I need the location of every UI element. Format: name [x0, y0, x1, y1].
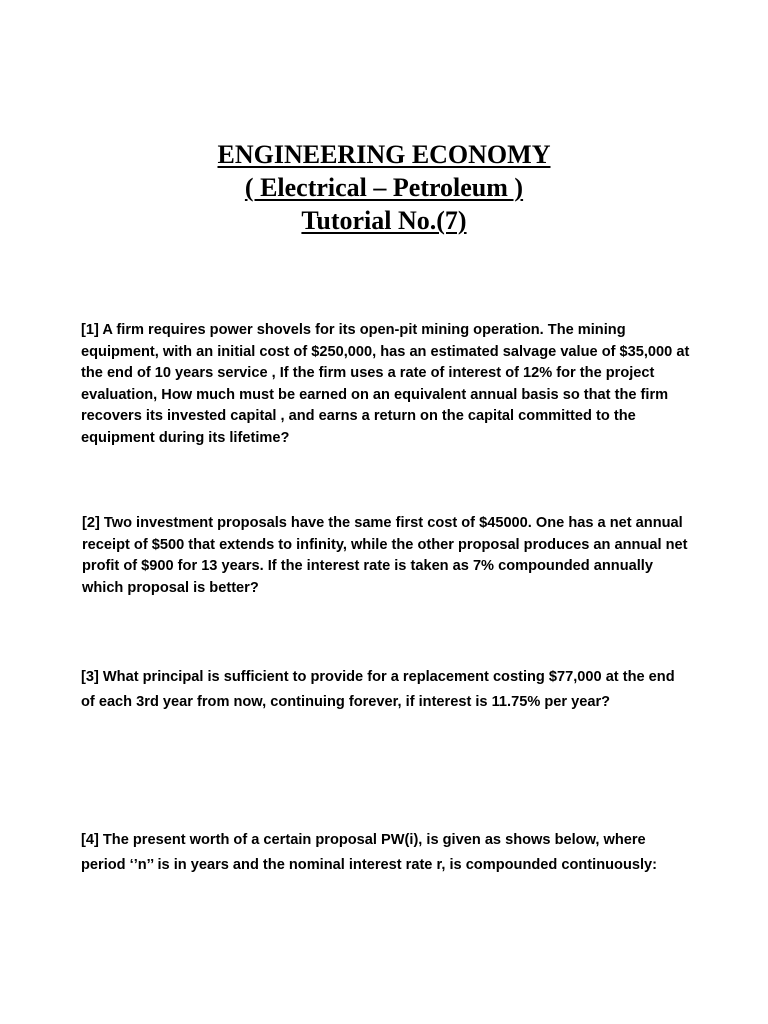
- course-title: ENGINEERING ECONOMY: [217, 140, 551, 169]
- question-1: [1] A firm requires power shovels for its open-pit mining operation. The mining equipment, with an initial cost of $250,000, has an estimated salvage value of $35,000 at the end of 10 years service , If the firm uses a rate of interest of 12% for the project evaluation, How much must be earned on an equivalent annual basis so that the firm recovers its invested capital , and earns a return on the capital committed to the equipment during its lifetime?: [81, 322, 690, 446]
- department-subtitle: ( Electrical – Petroleum ): [244, 173, 524, 202]
- tutorial-line: [0, 204, 768, 237]
- course-title-line: [0, 138, 768, 171]
- question-4: [4] The present worth of a certain proposal PW(i), is given as shows below, where period ‘’n’’ is in years and the nominal interest rate r, is compounded continuously:: [81, 832, 658, 873]
- tutorial-number: Tutorial No.(7): [301, 206, 467, 235]
- department-line: [0, 171, 768, 204]
- document-header: [0, 138, 768, 237]
- question-2: [2] Two investment proposals have the same first cost of $45000. One has a net annual receipt of $500 that extends to infinity, while the other proposal produces an annual net profit of $900 for 13 years. If the interest rate is taken as 7% compounded annually which proposal is better?: [82, 515, 688, 596]
- question-3: [3] What principal is sufficient to provide for a replacement costing $77,000 at the end of each 3rd year from now, continuing forever, if interest is 11.75% per year?: [81, 669, 675, 710]
